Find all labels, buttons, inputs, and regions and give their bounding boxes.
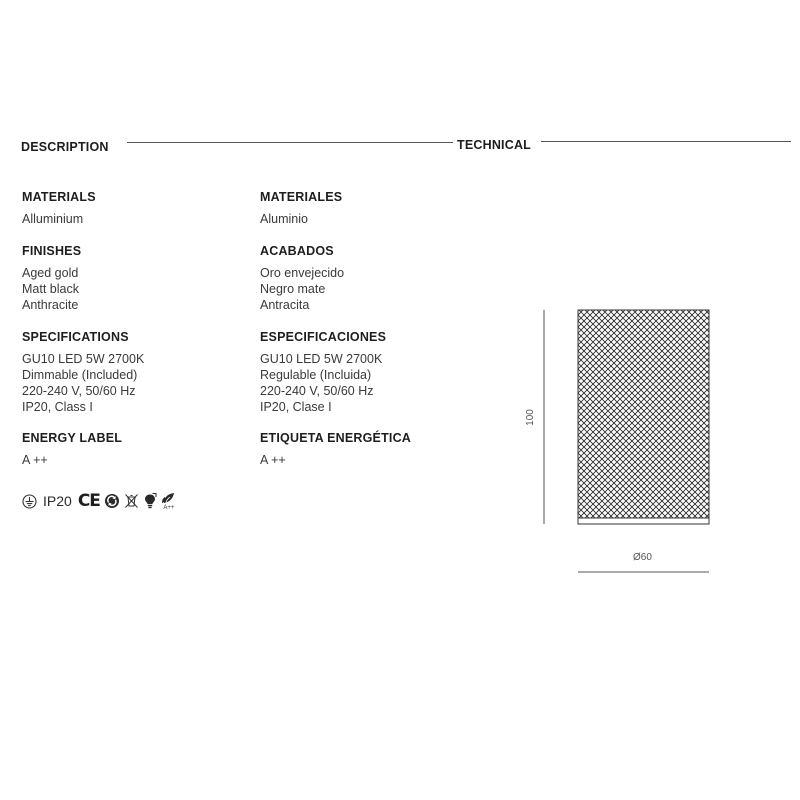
section-line: 220-240 V, 50/60 Hz xyxy=(22,384,136,398)
section-line: A ++ xyxy=(260,453,286,467)
section-line: Oro envejecido xyxy=(260,266,345,280)
section-line: Aged gold xyxy=(22,266,79,280)
section-body xyxy=(260,211,342,227)
section-body xyxy=(22,351,144,415)
energy-class-icon xyxy=(161,492,177,511)
ce-mark-icon: CE xyxy=(77,491,100,511)
technical-drawing xyxy=(515,300,725,585)
section-line: Anthracite xyxy=(22,298,79,312)
section-line: GU10 LED 5W 2700K xyxy=(22,352,145,366)
certification-icons xyxy=(22,491,177,511)
section-title: ESPECIFICACIONES xyxy=(260,330,387,344)
spanish-section-materiales xyxy=(260,189,342,227)
english-section-finishes xyxy=(22,243,81,313)
section-title: FINISHES xyxy=(22,244,82,258)
section-line: IP20, Clase I xyxy=(260,400,332,414)
section-line: 220-240 V, 50/60 Hz xyxy=(260,384,374,398)
spanish-section-etiqueta xyxy=(260,430,411,468)
recycle-icon xyxy=(104,493,120,509)
section-body xyxy=(22,211,96,227)
section-line: Antracita xyxy=(260,298,310,312)
section-body xyxy=(260,351,386,415)
section-line: Alluminium xyxy=(22,212,84,226)
section-title: MATERIALS xyxy=(22,190,96,204)
diameter-dimension-label: Ø60 xyxy=(633,552,652,563)
english-section-energy-label xyxy=(22,430,122,468)
section-body xyxy=(22,452,122,468)
section-line: Regulable (Incluida) xyxy=(260,368,372,382)
lamp-base-ring xyxy=(578,518,709,524)
section-line: Dimmable (Included) xyxy=(22,368,138,382)
section-title: ENERGY LABEL xyxy=(22,431,123,445)
section-title: ACABADOS xyxy=(260,244,334,258)
section-body xyxy=(22,265,81,313)
section-title: MATERIALES xyxy=(260,190,343,204)
height-dimension-label: 100 xyxy=(524,409,536,426)
lamp-body-mesh xyxy=(578,310,709,518)
bulb-icon xyxy=(143,493,157,509)
class-1-earth-icon xyxy=(22,494,37,509)
weee-bin-icon xyxy=(124,493,139,509)
english-section-materials xyxy=(22,189,96,227)
section-body xyxy=(260,265,344,313)
header-divider-left xyxy=(127,142,453,143)
energy-class-text: A++ xyxy=(163,504,175,511)
section-line: A ++ xyxy=(22,453,48,467)
section-title: SPECIFICATIONS xyxy=(22,330,129,344)
section-body xyxy=(260,452,411,468)
section-line: GU10 LED 5W 2700K xyxy=(260,352,383,366)
spanish-section-acabados xyxy=(260,243,344,313)
section-title: ETIQUETA ENERGÉTICA xyxy=(260,431,412,445)
section-line: Aluminio xyxy=(260,212,308,226)
description-heading: DESCRIPTION xyxy=(21,140,109,154)
header-divider-right xyxy=(541,141,791,142)
section-line: Negro mate xyxy=(260,282,326,296)
section-line: Matt black xyxy=(22,282,79,296)
english-section-specifications xyxy=(22,329,144,415)
ip20-label: IP20 xyxy=(43,493,72,509)
spanish-section-especificaciones xyxy=(260,329,386,415)
section-line: IP20, Class I xyxy=(22,400,93,414)
technical-heading: TECHNICAL xyxy=(457,138,532,152)
